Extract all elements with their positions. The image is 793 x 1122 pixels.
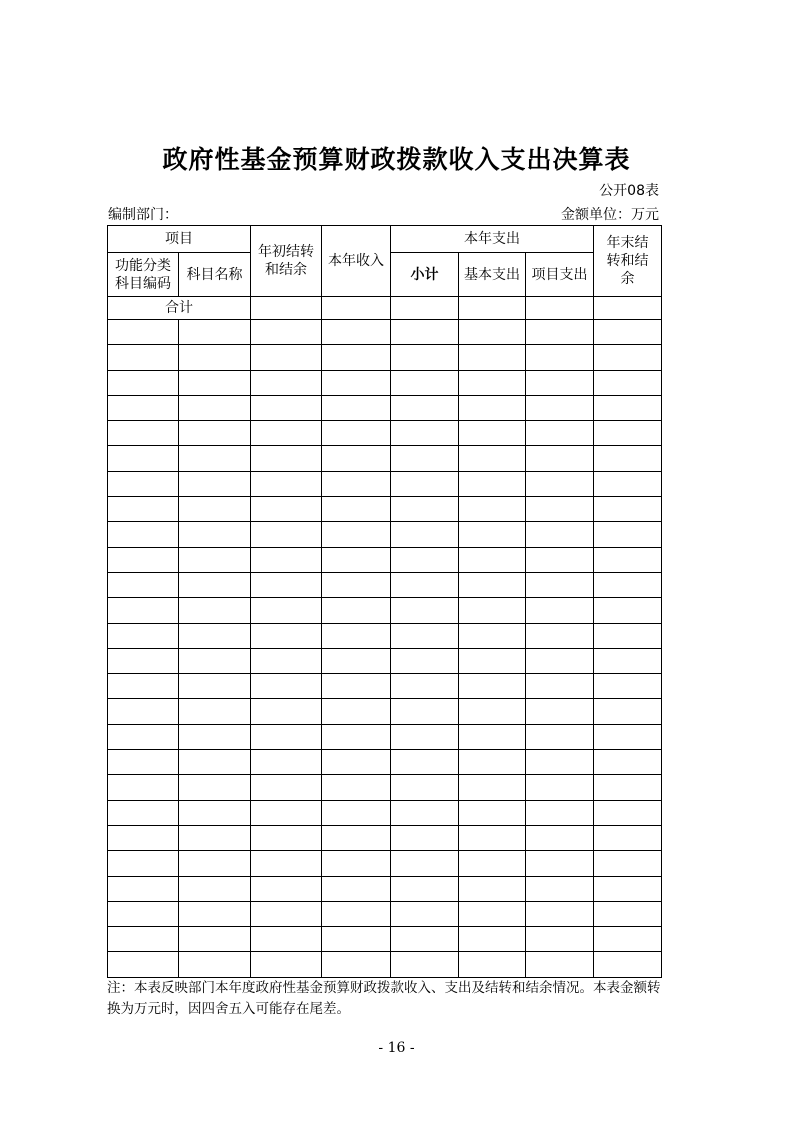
table-cell — [526, 750, 594, 775]
table-cell — [459, 522, 526, 547]
table-cell — [391, 800, 459, 825]
table-cell — [594, 724, 662, 749]
table-cell — [594, 446, 662, 471]
header-code: 功能分类科目编码 — [108, 253, 179, 297]
table-cell — [526, 623, 594, 648]
header-name: 科目名称 — [179, 253, 251, 297]
table-cell — [322, 471, 391, 496]
table-cell — [391, 345, 459, 370]
table-cell — [594, 623, 662, 648]
table-cell — [251, 800, 322, 825]
table-row — [108, 395, 662, 420]
table-cell — [251, 297, 322, 320]
table-cell — [594, 297, 662, 320]
table-row — [108, 446, 662, 471]
table-cell — [391, 825, 459, 850]
table-cell — [322, 952, 391, 977]
table-cell — [526, 421, 594, 446]
table-row — [108, 623, 662, 648]
table-cell — [526, 370, 594, 395]
table-cell — [459, 623, 526, 648]
table-cell — [391, 775, 459, 800]
page-number: - 16 - — [378, 1040, 415, 1056]
table-row — [108, 724, 662, 749]
table-cell — [322, 572, 391, 597]
table-cell — [459, 370, 526, 395]
table-row — [108, 927, 662, 952]
table-cell — [108, 497, 179, 522]
table-cell — [594, 648, 662, 673]
table-cell — [459, 750, 526, 775]
table-cell — [251, 522, 322, 547]
table-cell — [391, 623, 459, 648]
header-expense: 本年支出 — [391, 226, 594, 253]
table-cell — [251, 825, 322, 850]
table-cell — [459, 775, 526, 800]
table-cell — [179, 927, 251, 952]
table-cell — [526, 297, 594, 320]
table-cell — [459, 927, 526, 952]
table-cell — [459, 471, 526, 496]
table-cell — [459, 800, 526, 825]
table-cell — [322, 320, 391, 345]
table-cell — [251, 572, 322, 597]
table-cell — [322, 547, 391, 572]
table-row — [108, 800, 662, 825]
table-cell — [179, 674, 251, 699]
footnote: 注：本表反映部门本年度政府性基金预算财政拨款收入、支出及结转和结余情况。本表金额转换为万元时，因四舍五入可能存在尾差。 — [107, 980, 661, 1017]
table-row — [108, 952, 662, 977]
table-cell — [594, 345, 662, 370]
table-cell — [594, 901, 662, 926]
table-cell — [108, 395, 179, 420]
table-cell — [459, 320, 526, 345]
table-cell — [108, 724, 179, 749]
table-cell — [391, 547, 459, 572]
table-cell — [391, 320, 459, 345]
table-cell — [251, 724, 322, 749]
table-cell — [179, 522, 251, 547]
table-cell — [179, 750, 251, 775]
table-cell — [594, 876, 662, 901]
table-cell — [179, 825, 251, 850]
dept-label: 编制部门： — [108, 207, 178, 223]
table-cell — [179, 446, 251, 471]
table-cell — [251, 775, 322, 800]
table-cell — [526, 320, 594, 345]
table-cell — [251, 471, 322, 496]
table-cell — [459, 648, 526, 673]
table-cell — [526, 471, 594, 496]
table-cell — [322, 297, 391, 320]
table-cell — [391, 876, 459, 901]
table-cell — [108, 750, 179, 775]
table-row — [108, 674, 662, 699]
table-cell — [179, 395, 251, 420]
table-cell — [391, 927, 459, 952]
table-row — [108, 345, 662, 370]
table-cell — [179, 320, 251, 345]
table-cell — [322, 395, 391, 420]
table-cell — [251, 395, 322, 420]
table-cell — [459, 446, 526, 471]
table-cell — [594, 522, 662, 547]
table-row — [108, 522, 662, 547]
table-cell — [251, 446, 322, 471]
table-cell — [108, 876, 179, 901]
table-cell — [251, 927, 322, 952]
table-cell — [391, 952, 459, 977]
table-cell — [391, 471, 459, 496]
table-cell — [322, 497, 391, 522]
table-cell — [526, 800, 594, 825]
table-cell — [526, 775, 594, 800]
table-cell — [179, 345, 251, 370]
table-row — [108, 572, 662, 597]
table-row — [108, 750, 662, 775]
table-cell — [594, 674, 662, 699]
table-cell — [322, 598, 391, 623]
table-cell — [526, 648, 594, 673]
table-cell — [594, 699, 662, 724]
table-cell — [322, 800, 391, 825]
table-cell — [594, 598, 662, 623]
table-cell — [459, 547, 526, 572]
header-project: 项目 — [108, 226, 251, 253]
header-begin-balance: 年初结转和结余 — [251, 226, 322, 297]
table-cell — [526, 522, 594, 547]
table-cell — [526, 699, 594, 724]
table-cell — [108, 320, 179, 345]
table-cell — [459, 825, 526, 850]
table-cell — [179, 421, 251, 446]
table-cell — [108, 421, 179, 446]
table-cell — [322, 901, 391, 926]
table-cell — [526, 952, 594, 977]
table-cell — [108, 522, 179, 547]
table-cell — [108, 648, 179, 673]
table-cell — [179, 800, 251, 825]
table-cell — [322, 825, 391, 850]
table-cell — [179, 623, 251, 648]
table-cell — [526, 395, 594, 420]
header-project-expense: 项目支出 — [526, 253, 594, 297]
table-cell — [179, 572, 251, 597]
table-row — [108, 648, 662, 673]
table-cell — [391, 598, 459, 623]
table-cell — [179, 775, 251, 800]
table-cell — [251, 370, 322, 395]
table-cell — [108, 927, 179, 952]
table-cell — [179, 901, 251, 926]
report-table — [107, 225, 662, 978]
table-cell — [179, 598, 251, 623]
total-label: 合计 — [108, 297, 251, 320]
table-cell — [179, 876, 251, 901]
table-cell — [391, 522, 459, 547]
table-cell — [322, 674, 391, 699]
table-cell — [459, 901, 526, 926]
table-cell — [179, 370, 251, 395]
table-cell — [526, 345, 594, 370]
table-row — [108, 876, 662, 901]
table-row — [108, 497, 662, 522]
table-cell — [179, 851, 251, 876]
table-cell — [322, 345, 391, 370]
table-cell — [459, 497, 526, 522]
table-cell — [251, 598, 322, 623]
table-row — [108, 825, 662, 850]
table-cell — [251, 750, 322, 775]
table-cell — [526, 547, 594, 572]
table-cell — [594, 421, 662, 446]
table-row — [108, 699, 662, 724]
table-cell — [459, 297, 526, 320]
table-row — [108, 547, 662, 572]
table-cell — [459, 952, 526, 977]
table-row — [108, 421, 662, 446]
table-cell — [108, 471, 179, 496]
table-cell — [594, 750, 662, 775]
table-cell — [391, 297, 459, 320]
table-cell — [322, 623, 391, 648]
table-cell — [322, 446, 391, 471]
table-cell — [108, 901, 179, 926]
table-cell — [322, 927, 391, 952]
table-cell — [251, 876, 322, 901]
table-cell — [322, 724, 391, 749]
table-cell — [108, 572, 179, 597]
table-cell — [526, 927, 594, 952]
table-cell — [391, 395, 459, 420]
table-cell — [391, 699, 459, 724]
header-income: 本年收入 — [322, 226, 391, 297]
table-cell — [459, 421, 526, 446]
table-cell — [322, 851, 391, 876]
page-title: 政府性基金预算财政拨款收入支出决算表 — [162, 145, 631, 174]
table-cell — [391, 901, 459, 926]
table-cell — [594, 320, 662, 345]
table-cell — [594, 547, 662, 572]
table-row — [108, 370, 662, 395]
table-cell — [459, 598, 526, 623]
table-cell — [108, 547, 179, 572]
table-cell — [251, 320, 322, 345]
table-cell — [526, 497, 594, 522]
table-row — [108, 598, 662, 623]
header-subtotal: 小计 — [391, 253, 459, 297]
table-cell — [594, 851, 662, 876]
table-row — [108, 320, 662, 345]
table-cell — [391, 674, 459, 699]
table-cell — [179, 724, 251, 749]
table-cell — [322, 699, 391, 724]
table-cell — [108, 699, 179, 724]
table-cell — [391, 750, 459, 775]
table-cell — [391, 446, 459, 471]
table-cell — [108, 952, 179, 977]
table-cell — [322, 775, 391, 800]
table-cell — [179, 497, 251, 522]
table-cell — [251, 345, 322, 370]
table-cell — [391, 421, 459, 446]
table-cell — [322, 876, 391, 901]
table-cell — [251, 497, 322, 522]
table-cell — [391, 572, 459, 597]
table-cell — [322, 750, 391, 775]
table-cell — [594, 572, 662, 597]
table-cell — [391, 648, 459, 673]
header-end-balance: 年末结转和结余 — [594, 226, 662, 297]
table-cell — [179, 547, 251, 572]
table-cell — [251, 901, 322, 926]
table-cell — [526, 851, 594, 876]
table-cell — [251, 699, 322, 724]
table-cell — [179, 648, 251, 673]
table-cell — [459, 851, 526, 876]
table-cell — [322, 648, 391, 673]
table-cell — [526, 901, 594, 926]
table-cell — [108, 800, 179, 825]
table-cell — [108, 370, 179, 395]
table-cell — [251, 851, 322, 876]
table-cell — [594, 471, 662, 496]
table-cell — [526, 446, 594, 471]
table-cell — [391, 370, 459, 395]
table-cell — [251, 952, 322, 977]
table-cell — [594, 497, 662, 522]
table-row — [108, 471, 662, 496]
table-cell — [391, 497, 459, 522]
table-cell — [459, 724, 526, 749]
table-cell — [459, 674, 526, 699]
table-cell — [322, 522, 391, 547]
table-cell — [526, 674, 594, 699]
table-cell — [322, 421, 391, 446]
table-cell — [526, 724, 594, 749]
table-cell — [251, 421, 322, 446]
table-cell — [459, 395, 526, 420]
table-cell — [179, 952, 251, 977]
table-cell — [108, 674, 179, 699]
table-cell — [594, 395, 662, 420]
table-cell — [526, 876, 594, 901]
table-row — [108, 775, 662, 800]
table-cell — [108, 623, 179, 648]
table-row — [108, 851, 662, 876]
total-row — [108, 297, 662, 320]
header-basic: 基本支出 — [459, 253, 526, 297]
table-cell — [594, 800, 662, 825]
table-cell — [594, 370, 662, 395]
table-cell — [459, 572, 526, 597]
table-cell — [459, 876, 526, 901]
table-cell — [251, 547, 322, 572]
table-cell — [108, 825, 179, 850]
form-code: 公开08表 — [599, 183, 659, 199]
table-row — [108, 901, 662, 926]
table-cell — [459, 345, 526, 370]
table-cell — [108, 446, 179, 471]
table-cell — [179, 699, 251, 724]
table-cell — [459, 699, 526, 724]
table-cell — [594, 952, 662, 977]
table-cell — [594, 927, 662, 952]
table-cell — [391, 724, 459, 749]
table-cell — [526, 572, 594, 597]
table-cell — [594, 775, 662, 800]
unit-label: 金额单位：万元 — [561, 207, 659, 223]
table-cell — [251, 674, 322, 699]
table-cell — [594, 825, 662, 850]
table-cell — [322, 370, 391, 395]
table-cell — [251, 648, 322, 673]
table-cell — [108, 345, 179, 370]
table-cell — [108, 851, 179, 876]
table-cell — [526, 598, 594, 623]
table-cell — [526, 825, 594, 850]
table-cell — [391, 851, 459, 876]
table-cell — [108, 775, 179, 800]
table-cell — [179, 471, 251, 496]
table-cell — [108, 598, 179, 623]
table-cell — [251, 623, 322, 648]
